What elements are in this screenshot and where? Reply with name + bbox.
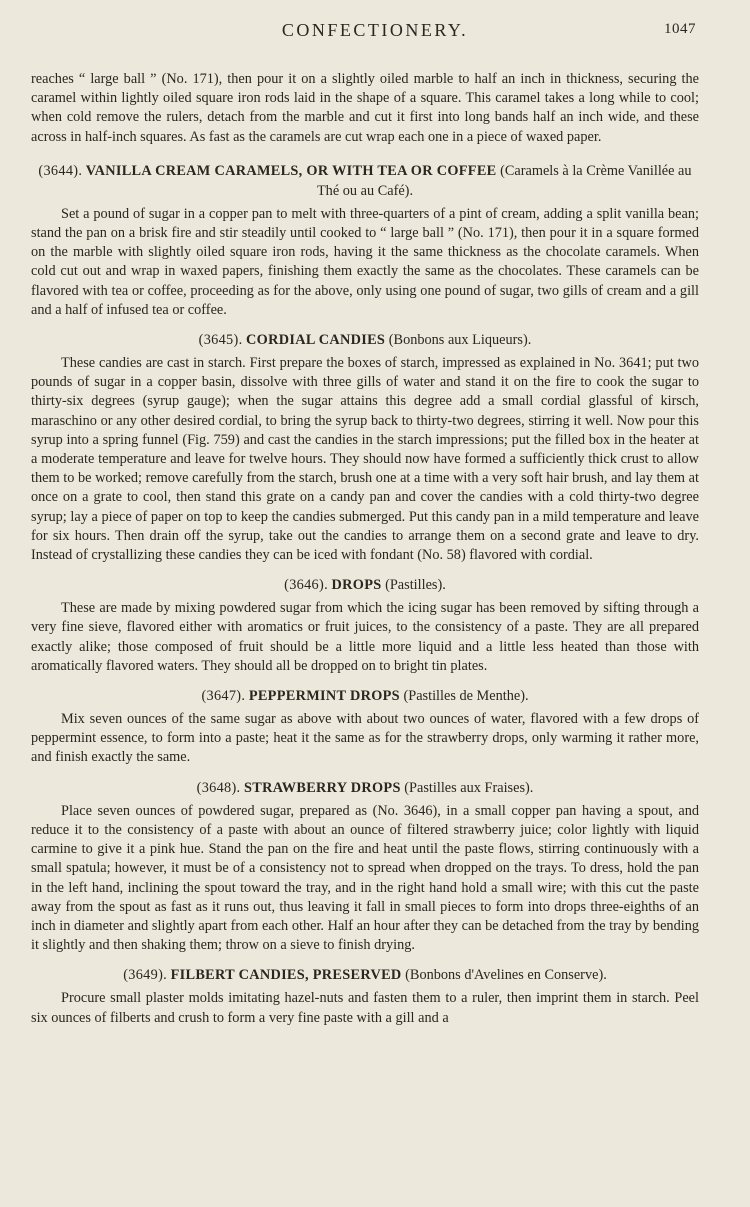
running-title: CONFECTIONERY. [281,20,469,40]
page-number: 1047 [664,21,696,37]
recipe-number: (3648). [196,779,241,796]
recipe-subtitle: (Bonbons aux Liqueurs). [388,332,532,349]
recipe-heading-3645 [31,330,699,350]
recipe-title: CORDIAL CANDIES [246,332,386,349]
recipe-body-3644: Set a pound of sugar in a copper pan to melt with three-quarters of a pint of cream, adding a split vanilla bean; stand the pan on a brisk fire and stir steadily until cooked to “ large ball ” (No. 171), then pour it in a square formed on the marble with slightly oiled square iron rods, having it the same thickness as the chocolate caramels. When cold cut out and wrap in waxed papers, finishing them exactly the same as the chocolates. These caramels can be flavored with tea or coffee, proceeding as for the above, only using one pound of sugar, two gills of cream and a gill and a half of infused tea or coffee. [31,205,699,318]
recipe-heading-3648 [31,778,699,798]
recipe-number: (3649). [123,967,168,984]
recipe-title: STRAWBERRY DROPS [244,779,401,796]
recipe-subtitle: (Pastilles de Menthe). [403,688,529,705]
recipe-number: (3646). [284,577,328,594]
recipe-number: (3645). [198,332,243,349]
recipe-heading-3646 [31,575,699,595]
recipe-title: FILBERT CANDIES, PRESERVED [170,967,402,984]
recipe-body-3649: Procure small plaster molds imitating hazel-nuts and fasten them to a ruler, then imprint them in starch. Peel six ounces of filberts and crush to form a very fine paste with a gill and a [31,990,699,1026]
continuation-paragraph: reaches “ large ball ” (No. 171), then pour it on a slightly oiled marble to half an inch in thickness, securing the caramel within lightly oiled square iron rods laid in the shape of a square. This caramel takes a long while to cool; when cold remove the rulers, detach from the marble and cut it first into long bands half an inch wide, and these across in half-inch squares. As fast as the caramels are cut wrap each one in a piece of waxed paper. [31,71,699,145]
recipe-title: PEPPERMINT DROPS [248,688,400,705]
recipe-number: (3647). [201,688,246,705]
recipe-title: DROPS [331,577,382,594]
recipe-body-3647: Mix seven ounces of the same sugar as above with about two ounces of water, flavored with a few drops of peppermint essence, to form into a paste; heat it the same as for the strawberry drops, only warming it rather more, and finish exactly the same. [31,711,699,766]
running-head [0,20,750,44]
recipe-title: VANILLA CREAM CARAMELS, OR WITH TEA OR COFFEE [85,162,497,179]
recipe-body-3646: These are made by mixing powdered sugar from which the icing sugar has been removed by sifting through a very fine sieve, flavored either with aromatics or fruit juices, to the consistency of a paste. They are all prepared exactly alike; those composed of fruit should be a little more liquid and a little less heated than those with aromatically flavored waters. They should all be dropped on to bright tin plates. [31,600,699,674]
recipe-body-3645: These candies are cast in starch. First prepare the boxes of starch, impressed as explained in No. 3641; put two pounds of sugar in a copper basin, dissolve with three gills of water and stand it on the fire to cook the sugar to thirty-six degrees (syrup gauge); when the sugar attains this degree add a small cordial glassful of kirsch, maraschino or any other desired cordial, to bring the syrup back to thirty-two degrees, stirring it well. Now pour this syrup into a spring funnel (Fig. 759) and cast the candies in the starch impressions; put the filled box in the heater at a moderate temperature and leave for twelve hours. They should now have formed a sufficiently thick crust to allow them to be worked; remove carefully from the starch, brush one at a time with a very soft hair brush, and lay them at once on a grate to cool, then stand this grate on a candy pan and cover the candies with a cold thirty-two degree syrup; lay a piece of paper on top to keep the candies submerged. Put this candy pan in a mild temperature and leave for six hours. Then drain off the syrup, take out the candies to arrange them on a second grate and leave to dry. Instead of crystallizing these candies they can be iced with fondant (No. 58) flavored with cordial. [31,355,699,564]
recipe-heading-3644 [31,161,699,201]
recipe-body-3648: Place seven ounces of powdered sugar, prepared as (No. 3646), in a small copper pan having a spout, and reduce it to the consistency of a paste with about an ounce of filtered strawberry juice; color lightly with liquid carmine to give it a pink hue. Stand the pan on the fire and heat until the paste flows, stirring continuously with a small spatula; however, it must be of a consistency not to spread when dropped on the trays. To dress, hold the pan in the left hand, inclining the spout toward the tray, and in the right hand hold a small wire; with this cut the paste away from the spout as fast as it runs out, thus leaving it fall in small pieces to form into drops three-eighths of an inch in diameter and slightly apart from each other. Half an hour after they can be detached from the tray by bending it slightly and then shaking them; throw on a sieve to finish drying. [31,802,699,954]
recipe-subtitle: (Pastilles aux Fraises). [404,779,534,796]
recipe-subtitle: (Bonbons d'Avelines en Conserve). [405,967,607,984]
recipe-heading-3649 [31,965,699,985]
recipe-subtitle: (Caramels à la Crème Vanillée au Thé ou au Café). [316,162,692,199]
recipe-heading-3647 [31,686,699,706]
page-body [31,70,699,1028]
recipe-number: (3644). [38,162,83,179]
recipe-subtitle: (Pastilles). [385,577,446,594]
